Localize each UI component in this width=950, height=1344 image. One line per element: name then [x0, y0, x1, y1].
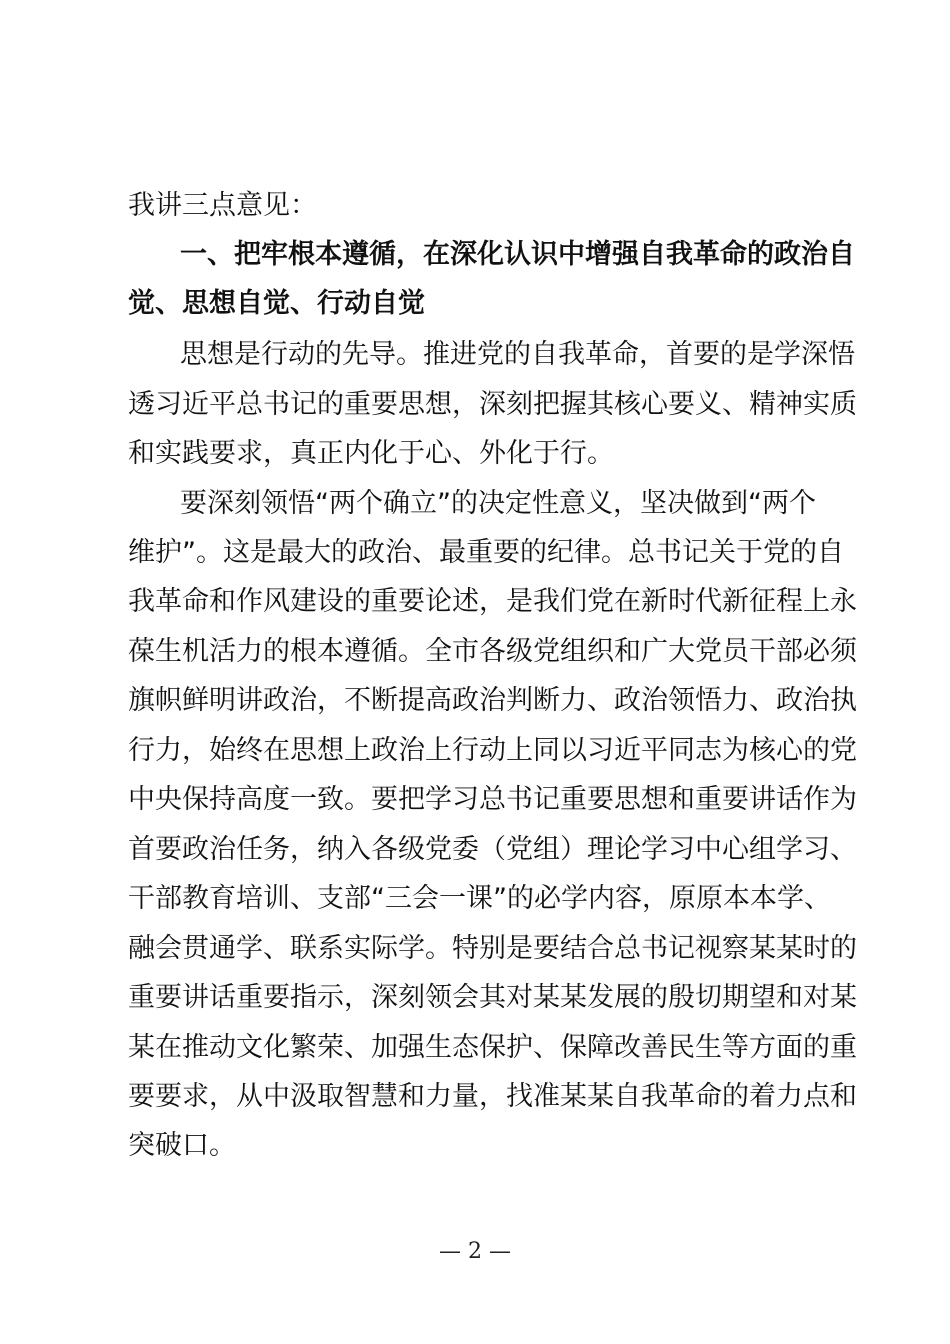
paragraph-2-line-5: 旗帜鲜明讲政治，不断提高政治判断力、政治领悟力、政治执 [128, 685, 857, 716]
page-number: — 2 — [439, 1239, 511, 1264]
paragraph-2-line-11: 重要讲话重要指示，深刻领会其对某某发展的殷切期望和对某 [128, 982, 857, 1013]
paragraph-2-line-13: 要要求，从中汲取智慧和力量，找准某某自我革命的着力点和 [128, 1081, 857, 1112]
paragraph-2-line-7: 中央保持高度一致。要把学习总书记重要思想和重要讲话作为 [128, 784, 857, 815]
paragraph-2-line-12: 某在推动文化繁荣、加强生态保护、保障改善民生等方面的重 [128, 1032, 857, 1063]
section-heading-line-1: 一、把牢根本遵循，在深化认识中增强自我革命的政治自 [180, 239, 855, 270]
paragraph-2-line-6: 行力，始终在思想上政治上行动上同以习近平同志为核心的党 [128, 735, 857, 766]
intro-line: 我讲三点意见： [128, 190, 317, 221]
paragraph-2-line-9: 干部教育培训、支部“三会一课”的必学内容，原原本本学、 [128, 883, 831, 914]
paragraph-2-line-10: 融会贯通学、联系实际学。特别是要结合总书记视察某某时的 [128, 933, 857, 964]
paragraph-1-line-2: 透习近平总书记的重要思想，深刻把握其核心要义、精神实质 [128, 389, 857, 420]
paragraph-2-line-3: 我革命和作风建设的重要论述，是我们党在新时代新征程上永 [128, 586, 857, 617]
paragraph-2-line-1: 要深刻领悟“两个确立”的决定性意义，坚决做到“两个 [180, 488, 816, 519]
paragraph-2-line-8: 首要政治任务，纳入各级党委（党组）理论学习中心组学习、 [128, 834, 857, 865]
paragraph-2-line-2: 维护”。这是最大的政治、最重要的纪律。总书记关于党的自 [128, 537, 844, 568]
paragraph-1-line-1: 思想是行动的先导。推进党的自我革命，首要的是学深悟 [180, 339, 855, 370]
section-heading-line-2: 觉、思想自觉、行动自觉 [128, 288, 425, 319]
paragraph-2-line-4: 葆生机活力的根本遵循。全市各级党组织和广大党员干部必须 [128, 636, 857, 667]
paragraph-1-line-3: 和实践要求，真正内化于心、外化于行。 [128, 438, 614, 469]
paragraph-2-line-14: 突破口。 [128, 1130, 236, 1161]
